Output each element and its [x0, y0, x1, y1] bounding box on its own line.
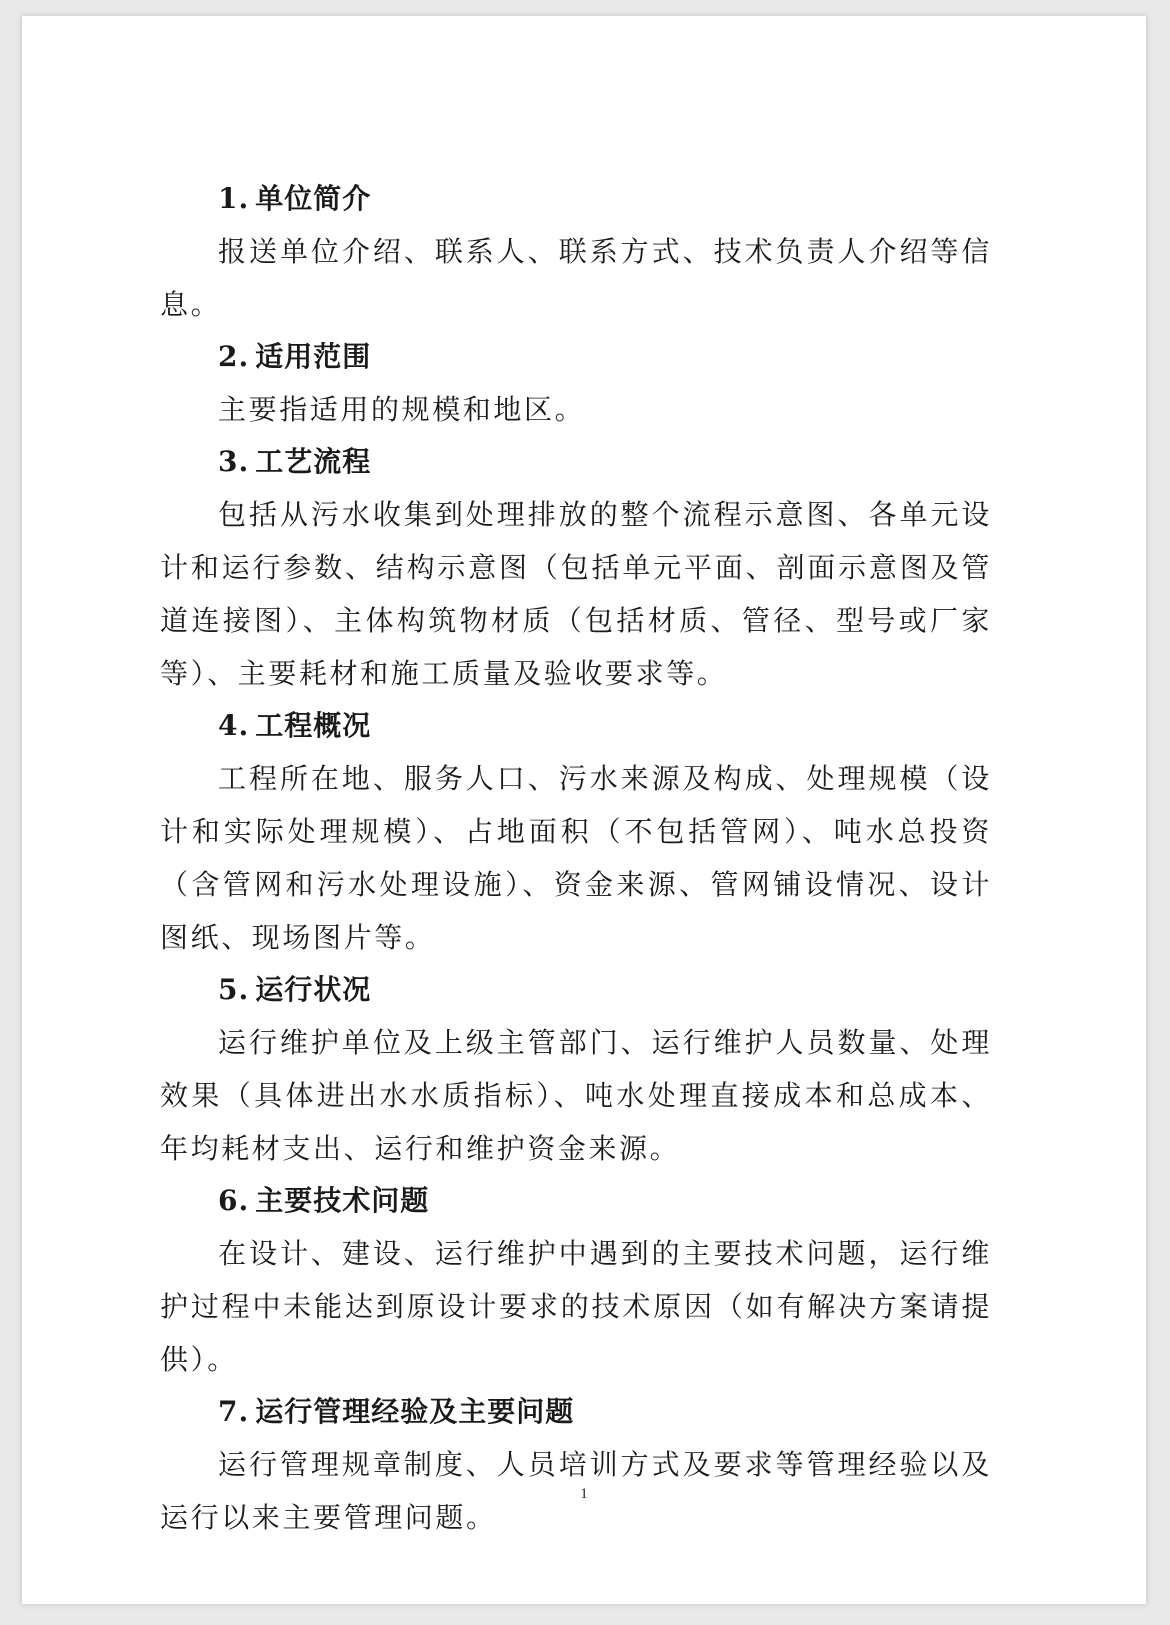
section-heading-2 [160, 331, 992, 383]
section-title: 工程概况 [255, 709, 372, 742]
section-title: 主要技术问题 [255, 1184, 430, 1217]
page-number: 1 [580, 1486, 588, 1502]
section-heading-4 [160, 700, 992, 752]
section-body-3: 包括从污水收集到处理排放的整个流程示意图、各单元设计和运行参数、结构示意图（包括单元平面、剖面示意图及管道连接图）、主体构筑物材质（包括材质、管径、型号或厂家等）、主要耗材和施工质量及验收要求等。 [160, 498, 992, 690]
section-number: 6. [218, 1184, 250, 1217]
section-title: 单位简介 [255, 182, 372, 215]
section-title: 适用范围 [255, 340, 372, 373]
section-number: 7. [218, 1395, 250, 1428]
section-title: 运行状况 [255, 973, 372, 1006]
section-heading-5 [160, 964, 992, 1016]
section-body-5: 运行维护单位及上级主管部门、运行维护人员数量、处理效果（具体进出水水质指标）、吨水处理直接成本和总成本、年均耗材支出、运行和维护资金来源。 [160, 1026, 992, 1165]
section-body-4: 工程所在地、服务人口、污水来源及构成、处理规模（设计和实际处理规模）、占地面积（不包括管网）、吨水总投资（含管网和污水处理设施）、资金来源、管网铺设情况、设计图纸、现场图片等。 [160, 762, 992, 954]
document-content [160, 173, 992, 1544]
section-body-6: 在设计、建设、运行维护中遇到的主要技术问题，运行维护过程中未能达到原设计要求的技术原因（如有解决方案请提供）。 [160, 1237, 992, 1376]
section-title: 运行管理经验及主要问题 [255, 1395, 575, 1428]
section-body-2: 主要指适用的规模和地区。 [218, 393, 586, 426]
section-title: 工艺流程 [255, 445, 372, 478]
section-heading-3 [160, 436, 992, 488]
section-heading-7 [160, 1386, 992, 1438]
section-heading-6 [160, 1175, 992, 1227]
section-number: 4. [218, 709, 250, 742]
section-body-1: 报送单位介绍、联系人、联系方式、技术负责人介绍等信息。 [160, 235, 992, 321]
section-number: 5. [218, 973, 250, 1006]
section-number: 1. [218, 182, 250, 215]
document-page [22, 16, 1146, 1604]
section-number: 2. [218, 340, 250, 373]
section-body-7: 运行管理规章制度、人员培训方式及要求等管理经验以及运行以来主要管理问题。 [160, 1448, 992, 1534]
section-heading-1 [160, 173, 992, 225]
section-number: 3. [218, 445, 250, 478]
